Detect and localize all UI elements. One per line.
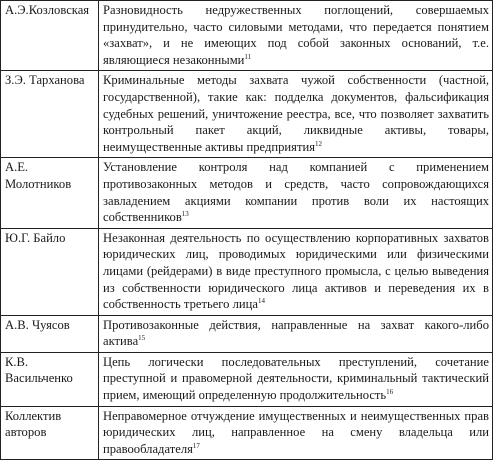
footnote-marker: 17 (192, 441, 200, 450)
definition-text: Разновидность недружественных поглощений, совершаемых принудительно, часто силовыми методами, что передается понятием «захват», и не имеющих под собой законных оснований, т.е. являющиеся незаконными (103, 3, 489, 67)
definition-text: Установление контроля над компанией с применением противозаконных методов и средств, часто сопровождающихся завладением акциями компании против воли их настоящих собственников (103, 160, 489, 225)
definition-cell (99, 158, 493, 228)
author-cell: А.Э.Козловская (1, 1, 99, 71)
definition-cell (99, 71, 493, 158)
table-row (1, 158, 493, 228)
definition-text: Незаконная деятельность по осуществлению корпоративных захватов юридических лиц, проводимых юридическими или физическими лицами (рейдерами) в виде преступного промысла, с целью выведения из собственности юридического лица активов и переведения их в собственность третьего лица (103, 230, 489, 312)
table-row (1, 71, 493, 158)
footnote-marker: 13 (181, 209, 189, 218)
author-cell: З.Э. Тарханова (1, 71, 99, 158)
definition-cell (99, 315, 493, 352)
author-cell: А.Е. Молотников (1, 158, 99, 228)
author-cell: К.В. Васильченко (1, 352, 99, 406)
table-row (1, 315, 493, 352)
author-cell: А.В. Чуясов (1, 315, 99, 352)
definition-text: Криминальные методы захвата чужой собственности (частной, государственной), такие как: подделка документов, фальсификация судебных решений, уничтожение реестра, все, что позволяет захватить контрольный пакет акций, ликвидные активы, товары, неимущественные активы предприятия (103, 73, 489, 154)
table-row (1, 1, 493, 71)
definition-text: Цепь логически последовательных преступлений, сочетание преступной и правомерной деятельности, криминальный тактический прием, имеющий определенную продолжительность (103, 354, 489, 403)
definition-cell (99, 352, 493, 406)
definition-cell (99, 406, 493, 460)
footnote-marker: 16 (386, 387, 394, 396)
footnote-marker: 11 (244, 52, 252, 61)
table-row (1, 352, 493, 406)
definition-text: Неправомерное отчуждение имущественных и неимущественных прав юридических лиц, направленное на смену владельца или правообладателя (103, 408, 489, 456)
footnote-marker: 15 (138, 334, 146, 343)
table-row (1, 406, 493, 460)
definition-text: Противозаконные действия, направленные на захват какого-либо актива (103, 317, 489, 349)
footnote-marker: 12 (315, 139, 322, 148)
footnote-marker: 14 (257, 296, 265, 305)
author-cell: Коллектив авторов (1, 406, 99, 460)
definition-cell (99, 228, 493, 315)
definition-cell (99, 1, 493, 71)
author-cell: Ю.Г. Байло (1, 228, 99, 315)
table-row (1, 228, 493, 315)
